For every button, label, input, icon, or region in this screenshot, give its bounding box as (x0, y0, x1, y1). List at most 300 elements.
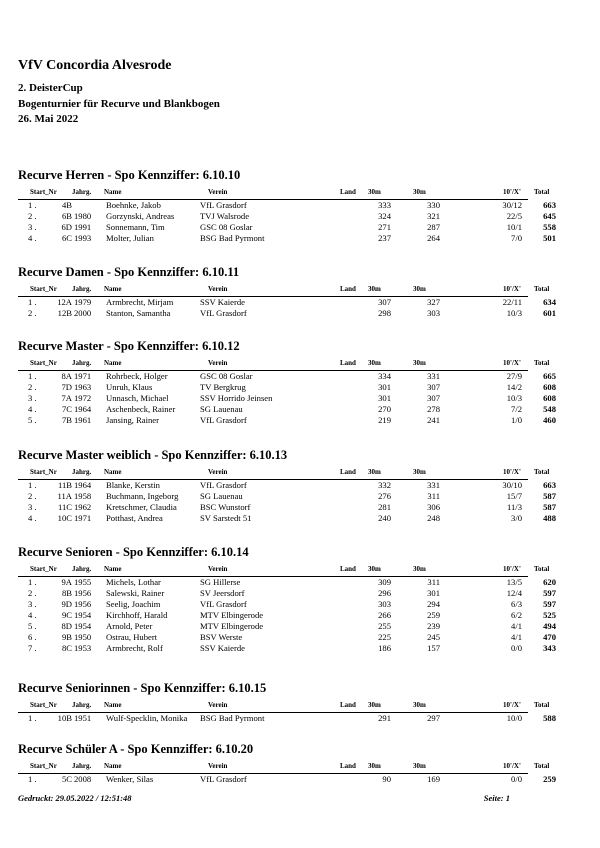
column-header-total: Total (534, 285, 550, 293)
cell-total: 501 (543, 233, 556, 243)
cell-d2: 297 (427, 713, 440, 723)
cell-tens: 4/1 (511, 632, 522, 642)
cell-name: Jansing, Rainer (106, 415, 159, 425)
cell-jahrg: 1963 (74, 382, 92, 392)
cell-d1: 309 (378, 577, 391, 587)
section-title: Recurve Damen - Spo Kennziffer: 6.10.11 (18, 265, 240, 279)
column-header-name: Name (104, 285, 122, 293)
table-row (18, 200, 556, 211)
placement: 2 . (28, 308, 37, 318)
table-row (18, 643, 556, 654)
cell-name: Salewski, Rainer (106, 588, 165, 598)
cell-start: 9A (61, 577, 72, 587)
table-row (18, 382, 556, 393)
table-row (18, 632, 556, 643)
column-header-total: Total (534, 359, 550, 367)
cell-total: 259 (543, 774, 556, 784)
cell-total: 665 (543, 371, 556, 381)
cell-tens: 4/1 (511, 621, 522, 631)
cell-jahrg: 1956 (74, 599, 92, 609)
cell-tens: 30/12 (502, 200, 522, 210)
column-header-land: Land (340, 762, 356, 770)
cell-start: 12B (57, 308, 72, 318)
cell-total: 525 (543, 610, 556, 620)
table-row (18, 222, 556, 233)
placement: 1 . (28, 297, 37, 307)
cell-d2: 157 (427, 643, 440, 653)
cell-verein: MTV Elbingerode (200, 621, 264, 631)
cell-jahrg: 1955 (74, 577, 92, 587)
table-row (18, 297, 556, 308)
cell-start: 12A (57, 297, 72, 307)
cell-jahrg: 1980 (74, 211, 92, 221)
column-header-tens: 10'/X' (503, 762, 521, 770)
cell-start: 8A (61, 371, 72, 381)
cell-d2: 330 (427, 200, 440, 210)
cell-total: 488 (543, 513, 556, 523)
cell-d1: 296 (378, 588, 391, 598)
cell-name: Potthast, Andrea (106, 513, 163, 523)
column-header-d2: 30m (413, 188, 426, 196)
cell-total: 587 (543, 491, 556, 501)
column-header-d2: 30m (413, 285, 426, 293)
cell-total: 663 (543, 200, 556, 210)
cell-tens: 7/0 (511, 233, 522, 243)
column-header-start: Start_Nr (30, 468, 57, 476)
cell-d2: 278 (427, 404, 440, 414)
column-header-jahrg: Jahrg. (72, 565, 92, 573)
cell-d1: 298 (378, 308, 391, 318)
cell-d2: 321 (427, 211, 440, 221)
placement: 1 . (28, 774, 37, 784)
column-header-d2: 30m (413, 565, 426, 573)
result-section (18, 740, 556, 785)
column-header-name: Name (104, 188, 122, 196)
column-header-name: Name (104, 359, 122, 367)
column-header-jahrg: Jahrg. (72, 762, 92, 770)
column-header-tens: 10'/X' (503, 359, 521, 367)
table-row (18, 371, 556, 382)
cell-name: Aschenbeck, Rainer (106, 404, 176, 414)
column-header-row (18, 761, 550, 774)
cell-d1: 324 (378, 211, 391, 221)
cell-jahrg: 1958 (74, 491, 92, 501)
cell-verein: SG Lauenau (200, 491, 243, 501)
cell-verein: VfL Grasdorf (200, 200, 247, 210)
column-header-d1: 30m (368, 701, 381, 709)
column-header-land: Land (340, 359, 356, 367)
cell-start: 8C (61, 643, 72, 653)
table-row (18, 621, 556, 632)
cell-name: Unruh, Klaus (106, 382, 153, 392)
cell-jahrg: 1962 (74, 502, 92, 512)
cell-d1: 225 (378, 632, 391, 642)
column-header-land: Land (340, 285, 356, 293)
cell-start: 10B (57, 713, 72, 723)
placement: 4 . (28, 233, 37, 243)
cell-d2: 259 (427, 610, 440, 620)
cell-start: 8D (61, 621, 72, 631)
cell-d1: 255 (378, 621, 391, 631)
column-header-start: Start_Nr (30, 762, 57, 770)
column-header-tens: 10'/X' (503, 188, 521, 196)
column-header-name: Name (104, 701, 122, 709)
cell-jahrg: 2000 (74, 308, 92, 318)
table-row (18, 774, 556, 785)
cell-total: 597 (543, 588, 556, 598)
cell-d1: 303 (378, 599, 391, 609)
cell-d1: 266 (378, 610, 391, 620)
cell-d1: 301 (378, 382, 391, 392)
column-header-d1: 30m (368, 285, 381, 293)
placement: 2 . (28, 491, 37, 501)
cell-d2: 331 (427, 371, 440, 381)
placement: 5 . (28, 415, 37, 425)
cell-jahrg: 1954 (74, 610, 92, 620)
cell-start: 6B (61, 211, 72, 221)
column-header-total: Total (534, 565, 550, 573)
cell-jahrg: 1964 (74, 480, 92, 490)
cell-name: Arnold, Peter (106, 621, 153, 631)
print-timestamp: Gedruckt: 29.05.2022 / 12:51:48 (18, 793, 132, 803)
cell-d2: 241 (427, 415, 440, 425)
column-header-verein: Verein (208, 285, 228, 293)
cell-total: 608 (543, 382, 556, 392)
cell-verein: BSG Bad Pyrmont (200, 233, 265, 243)
cell-start: 8B (61, 588, 72, 598)
cell-d1: 307 (378, 297, 391, 307)
table-row (18, 588, 556, 599)
cell-d2: 306 (427, 502, 440, 512)
column-header-verein: Verein (208, 188, 228, 196)
event-name: 2. DeisterCup (18, 82, 83, 94)
cell-d1: 240 (378, 513, 391, 523)
cell-verein: VfL Grasdorf (200, 599, 247, 609)
cell-d1: 291 (378, 713, 391, 723)
table-row (18, 233, 556, 244)
cell-verein: MTV Elbingerode (200, 610, 264, 620)
cell-verein: TVJ Walsrode (200, 211, 250, 221)
cell-verein: VfL Grasdorf (200, 774, 247, 784)
cell-name: Stanton, Samantha (106, 308, 171, 318)
cell-start: 4B (61, 200, 72, 210)
cell-d2: 301 (427, 588, 440, 598)
table-row (18, 404, 556, 415)
column-header-verein: Verein (208, 359, 228, 367)
cell-total: 597 (543, 599, 556, 609)
cell-start: 6C (61, 233, 72, 243)
cell-d1: 271 (378, 222, 391, 232)
cell-tens: 6/2 (511, 610, 522, 620)
placement: 2 . (28, 382, 37, 392)
cell-total: 645 (543, 211, 556, 221)
table-row (18, 211, 556, 222)
result-section (18, 166, 556, 244)
cell-jahrg: 1950 (74, 632, 92, 642)
cell-name: Buchmann, Ingeborg (106, 491, 179, 501)
cell-jahrg: 1979 (74, 297, 92, 307)
cell-d2: 245 (427, 632, 440, 642)
table-row (18, 610, 556, 621)
column-header-land: Land (340, 565, 356, 573)
column-header-name: Name (104, 762, 122, 770)
cell-d1: 90 (382, 774, 391, 784)
cell-total: 634 (543, 297, 556, 307)
column-header-name: Name (104, 468, 122, 476)
cell-start: 9D (61, 599, 72, 609)
cell-name: Unnasch, Michael (106, 393, 169, 403)
cell-tens: 0/0 (511, 774, 522, 784)
column-header-tens: 10'/X' (503, 468, 521, 476)
section-title: Recurve Senioren - Spo Kennziffer: 6.10.14 (18, 545, 249, 559)
column-header-jahrg: Jahrg. (72, 188, 92, 196)
cell-jahrg: 1953 (74, 643, 92, 653)
column-header-verein: Verein (208, 701, 228, 709)
cell-name: Molter, Julian (106, 233, 154, 243)
section-title: Recurve Seniorinnen - Spo Kennziffer: 6.10.15 (18, 681, 267, 695)
column-header-d2: 30m (413, 762, 426, 770)
cell-tens: 27/9 (506, 371, 522, 381)
cell-tens: 6/3 (511, 599, 522, 609)
cell-verein: GSC 08 Goslar (200, 222, 253, 232)
cell-jahrg: 1971 (74, 371, 92, 381)
placement: 1 . (28, 200, 37, 210)
cell-d1: 219 (378, 415, 391, 425)
result-section (18, 263, 556, 319)
column-header-d1: 30m (368, 359, 381, 367)
cell-start: 6D (61, 222, 72, 232)
cell-jahrg: 1951 (74, 713, 92, 723)
cell-jahrg: 2008 (74, 774, 92, 784)
cell-d1: 276 (378, 491, 391, 501)
cell-verein: VfL Grasdorf (200, 308, 247, 318)
page-number: Seite: 1 (483, 793, 510, 803)
cell-d2: 169 (427, 774, 440, 784)
cell-total: 470 (543, 632, 556, 642)
cell-name: Blanke, Kerstin (106, 480, 160, 490)
cell-start: 7C (61, 404, 72, 414)
placement: 1 . (28, 713, 37, 723)
column-header-d1: 30m (368, 762, 381, 770)
cell-verein: BSC Wunstorf (200, 502, 251, 512)
cell-jahrg: 1956 (74, 588, 92, 598)
cell-name: Ostrau, Hubert (106, 632, 158, 642)
cell-name: Armbrecht, Mirjam (106, 297, 174, 307)
cell-tens: 14/2 (506, 382, 522, 392)
cell-tens: 1/0 (511, 415, 522, 425)
column-header-d2: 30m (413, 701, 426, 709)
placement: 6 . (28, 632, 37, 642)
cell-name: Rohrbeck, Holger (106, 371, 168, 381)
table-row (18, 577, 556, 588)
cell-name: Kirchhoff, Harald (106, 610, 168, 620)
placement: 1 . (28, 577, 37, 587)
cell-verein: SG Lauenau (200, 404, 243, 414)
cell-tens: 30/10 (502, 480, 522, 490)
result-section (18, 446, 556, 524)
section-title: Recurve Herren - Spo Kennziffer: 6.10.10 (18, 168, 241, 182)
column-header-start: Start_Nr (30, 285, 57, 293)
cell-d2: 303 (427, 308, 440, 318)
event-date: 26. Mai 2022 (18, 113, 79, 125)
column-header-start: Start_Nr (30, 701, 57, 709)
cell-d2: 294 (427, 599, 440, 609)
cell-name: Gorzynski, Andreas (106, 211, 175, 221)
cell-verein: SV Jeersdorf (200, 588, 245, 598)
cell-verein: BSV Werste (200, 632, 243, 642)
table-row (18, 480, 556, 491)
cell-start: 10C (57, 513, 72, 523)
cell-tens: 10/3 (506, 393, 522, 403)
column-header-start: Start_Nr (30, 359, 57, 367)
cell-d1: 332 (378, 480, 391, 490)
column-header-total: Total (534, 468, 550, 476)
cell-name: Boehnke, Jakob (106, 200, 161, 210)
column-header-name: Name (104, 565, 122, 573)
cell-verein: SSV Kaierde (200, 297, 245, 307)
cell-verein: SV Sarstedt 51 (200, 513, 252, 523)
column-header-verein: Verein (208, 762, 228, 770)
cell-tens: 15/7 (506, 491, 522, 501)
cell-total: 588 (543, 713, 556, 723)
cell-d2: 264 (427, 233, 440, 243)
column-header-tens: 10'/X' (503, 285, 521, 293)
cell-total: 460 (543, 415, 556, 425)
cell-d1: 186 (378, 643, 391, 653)
column-header-row (18, 358, 550, 371)
placement: 3 . (28, 599, 37, 609)
cell-tens: 10/3 (506, 308, 522, 318)
cell-jahrg: 1991 (74, 222, 92, 232)
cell-d2: 307 (427, 382, 440, 392)
column-header-row (18, 187, 550, 200)
cell-d2: 287 (427, 222, 440, 232)
cell-d2: 331 (427, 480, 440, 490)
cell-start: 9B (61, 632, 72, 642)
cell-d2: 239 (427, 621, 440, 631)
cell-name: Armbrecht, Rolf (106, 643, 163, 653)
cell-total: 663 (543, 480, 556, 490)
cell-verein: VfL Grasdorf (200, 415, 247, 425)
cell-total: 587 (543, 502, 556, 512)
cell-tens: 0/0 (511, 643, 522, 653)
column-header-verein: Verein (208, 468, 228, 476)
cell-d1: 334 (378, 371, 391, 381)
cell-total: 494 (543, 621, 556, 631)
cell-start: 7D (61, 382, 72, 392)
cell-d1: 281 (378, 502, 391, 512)
column-header-total: Total (534, 188, 550, 196)
placement: 7 . (28, 643, 37, 653)
placement: 3 . (28, 222, 37, 232)
cell-name: Sonnemann, Tim (106, 222, 165, 232)
cell-verein: SSV Kaierde (200, 643, 245, 653)
table-row (18, 393, 556, 404)
cell-start: 9C (61, 610, 72, 620)
table-row (18, 599, 556, 610)
cell-d2: 248 (427, 513, 440, 523)
cell-tens: 7/2 (511, 404, 522, 414)
section-title: Recurve Master weiblich - Spo Kennziffer: 6.10.13 (18, 448, 288, 462)
column-header-row (18, 564, 550, 577)
placement: 4 . (28, 610, 37, 620)
section-title: Recurve Master - Spo Kennziffer: 6.10.12 (18, 339, 240, 353)
cell-name: Seelig, Joachim (106, 599, 161, 609)
cell-total: 608 (543, 393, 556, 403)
result-section (18, 543, 556, 654)
column-header-jahrg: Jahrg. (72, 701, 92, 709)
placement: 4 . (28, 404, 37, 414)
cell-tens: 22/11 (502, 297, 522, 307)
cell-verein: VfL Grasdorf (200, 480, 247, 490)
cell-name: Wenker, Silas (106, 774, 154, 784)
cell-start: 11B (57, 480, 72, 490)
cell-start: 5C (61, 774, 72, 784)
column-header-d1: 30m (368, 188, 381, 196)
cell-name: Kretschmer, Claudia (106, 502, 177, 512)
cell-d1: 333 (378, 200, 391, 210)
column-header-start: Start_Nr (30, 188, 57, 196)
cell-name: Michels, Lothar (106, 577, 161, 587)
section-title: Recurve Schüler A - Spo Kennziffer: 6.10.20 (18, 742, 254, 756)
table-row (18, 308, 556, 319)
placement: 4 . (28, 513, 37, 523)
cell-start: 11C (57, 502, 72, 512)
column-header-row (18, 467, 550, 480)
cell-verein: SSV Horrido Jeinsen (200, 393, 273, 403)
column-header-start: Start_Nr (30, 565, 57, 573)
placement: 3 . (28, 502, 37, 512)
column-header-row (18, 284, 550, 297)
cell-d2: 311 (427, 577, 440, 587)
cell-start: 11A (57, 491, 72, 501)
column-header-d1: 30m (368, 565, 381, 573)
column-header-d2: 30m (413, 468, 426, 476)
cell-total: 620 (543, 577, 556, 587)
column-header-land: Land (340, 701, 356, 709)
cell-d2: 307 (427, 393, 440, 403)
cell-total: 343 (543, 643, 556, 653)
column-header-jahrg: Jahrg. (72, 285, 92, 293)
cell-tens: 10/1 (506, 222, 522, 232)
cell-total: 558 (543, 222, 556, 232)
placement: 2 . (28, 588, 37, 598)
cell-tens: 3/0 (511, 513, 522, 523)
cell-verein: TV Bergkrug (200, 382, 246, 392)
column-header-total: Total (534, 701, 550, 709)
cell-jahrg: 1972 (74, 393, 92, 403)
cell-start: 7B (61, 415, 72, 425)
column-header-jahrg: Jahrg. (72, 359, 92, 367)
column-header-row (18, 700, 550, 713)
column-header-land: Land (340, 468, 356, 476)
cell-tens: 22/5 (506, 211, 522, 221)
column-header-d2: 30m (413, 359, 426, 367)
cell-tens: 11/3 (507, 502, 522, 512)
cell-total: 601 (543, 308, 556, 318)
table-row (18, 491, 556, 502)
cell-start: 7A (61, 393, 72, 403)
placement: 1 . (28, 480, 37, 490)
cell-verein: SG Hillerse (200, 577, 241, 587)
cell-jahrg: 1964 (74, 404, 92, 414)
cell-verein: GSC 08 Goslar (200, 371, 253, 381)
column-header-verein: Verein (208, 565, 228, 573)
event-subtitle: Bogenturnier für Recurve und Blankbogen (18, 98, 220, 110)
cell-tens: 10/0 (506, 713, 522, 723)
cell-d2: 311 (427, 491, 440, 501)
column-header-d1: 30m (368, 468, 381, 476)
